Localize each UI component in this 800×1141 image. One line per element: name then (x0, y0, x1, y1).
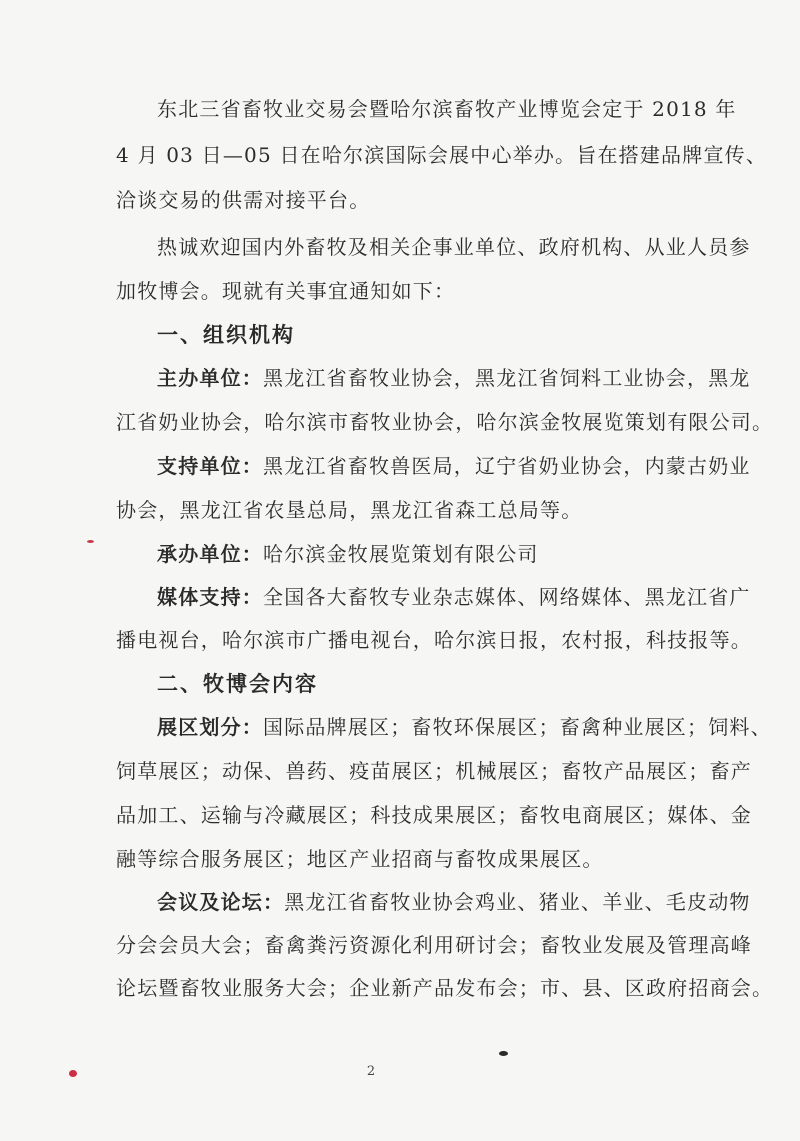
media-support-line-2: 播电视台，哈尔滨市广播电视台，哈尔滨日报，农村报，科技报等。 (116, 628, 752, 652)
media-support-line-1 (157, 583, 751, 611)
support-units-line-1 (157, 452, 751, 480)
forum-label: 会议及论坛： (157, 890, 285, 914)
organizer-line (157, 540, 539, 568)
support-units-label: 支持单位： (157, 454, 263, 478)
media-support-label: 媒体支持： (157, 585, 263, 609)
ink-spot-mark (69, 1070, 77, 1077)
host-units-line-2: 江省奶业协会，哈尔滨市畜牧业协会，哈尔滨金牧展览策划有限公司。 (116, 410, 774, 434)
zones-label: 展区划分： (157, 715, 263, 739)
section-2-title: 二、牧博会内容 (157, 672, 318, 696)
zones-text: 国际品牌展区；畜牧环保展区；畜禽种业展区；饲料、 (263, 715, 772, 739)
intro-line-4: 热诚欢迎国内外畜牧及相关企事业单位、政府机构、从业人员参 (157, 235, 751, 259)
zones-line-4: 融等综合服务展区；地区产业招商与畜牧成果展区。 (116, 847, 604, 871)
zones-line-2: 饲草展区；动保、兽药、疫苗展区；机械展区；畜牧产品展区；畜产 (116, 759, 752, 783)
ink-spot-mark (87, 540, 94, 543)
forum-line-1 (157, 888, 751, 916)
zones-line-3: 品加工、运输与冷藏展区；科技成果展区；畜牧电商展区；媒体、金 (116, 803, 752, 827)
support-units-line-2: 协会，黑龙江省农垦总局，黑龙江省森工总局等。 (116, 498, 583, 522)
page-number: 2 (366, 1064, 376, 1079)
support-units-text: 黑龙江省畜牧兽医局，辽宁省奶业协会，内蒙古奶业 (263, 454, 751, 478)
intro-line-1: 东北三省畜牧业交易会暨哈尔滨畜牧产业博览会定于 2018 年 (157, 97, 737, 121)
organizer-text: 哈尔滨金牧展览策划有限公司 (263, 542, 539, 566)
section-1-title: 一、组织机构 (157, 323, 295, 347)
host-units-line-1 (157, 364, 751, 392)
host-units-text: 黑龙江省畜牧业协会，黑龙江省饲料工业协会，黑龙 (263, 366, 751, 390)
host-units-label: 主办单位： (157, 366, 263, 390)
intro-line-2: 4 月 03 日—05 日在哈尔滨国际会展中心举办。旨在搭建品牌宣传、 (116, 143, 768, 167)
forum-text: 黑龙江省畜牧业协会鸡业、猪业、羊业、毛皮动物 (284, 890, 751, 914)
media-support-text: 全国各大畜牧专业杂志媒体、网络媒体、黑龙江省广 (263, 585, 751, 609)
zones-line-1 (157, 713, 772, 741)
intro-line-5: 加牧博会。现就有关事宜通知如下： (116, 279, 456, 303)
intro-line-3: 洽谈交易的供需对接平台。 (116, 188, 371, 212)
ink-spot-mark (499, 1051, 508, 1056)
organizer-label: 承办单位： (157, 542, 263, 566)
forum-line-3: 论坛暨畜牧业服务大会；企业新产品发布会；市、县、区政府招商会。 (116, 976, 774, 1000)
forum-line-2: 分会会员大会；畜禽粪污资源化利用研讨会；畜牧业发展及管理高峰 (116, 933, 752, 957)
